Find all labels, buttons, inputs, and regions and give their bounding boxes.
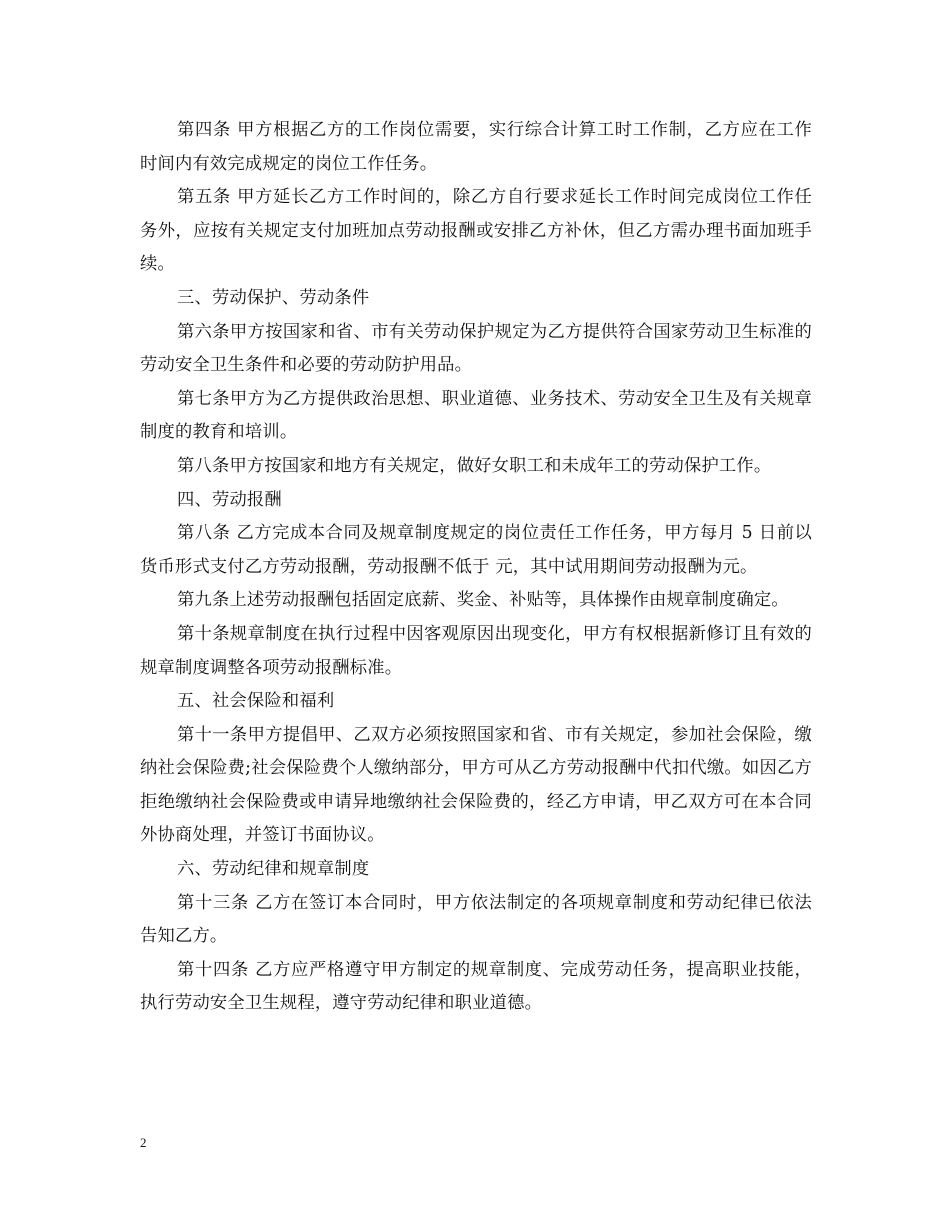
section-heading-social-insurance: 五、社会保险和福利 [177,691,335,712]
article-4-paragraph: 第四条 甲方根据乙方的工作岗位需要，实行综合计算工时工作制，乙方应在工作时间内有效完成规定的岗位工作任务。 [140,120,812,174]
article-6-paragraph: 第六条甲方按国家和省、市有关劳动保护规定为乙方提供符合国家劳动卫生标准的劳动安全卫生条件和必要的劳动防护用品。 [140,321,812,376]
article-14-paragraph: 第十四条 乙方应严格遵守甲方制定的规章制度、完成劳动任务，提高职业技能，执行劳动安全卫生规程，遵守劳动纪律和职业道德。 [140,959,812,1014]
article-11-paragraph: 第十一条甲方提倡甲、乙双方必须按照国家和省、市有关规定，参加社会保险，缴纳社会保险费;社会保险费个人缴纳部分，甲方可从乙方劳动报酬中代扣代缴。如因乙方拒绝缴纳社会保险费或申请异地缴纳社会保险费的，经乙方申请，甲乙双方可在本合同外协商处理，并签订书面协议。 [140,724,812,846]
section-heading-labor-discipline: 六、劳动纪律和规章制度 [177,859,370,880]
section-heading-remuneration: 四、劳动报酬 [177,489,282,510]
article-7-paragraph: 第七条甲方为乙方提供政治思想、职业道德、业务技术、劳动安全卫生及有关规章制度的教育和培训。 [140,388,812,443]
page-number: 2 [140,1135,147,1150]
article-5-paragraph: 第五条 甲方延长乙方工作时间的，除乙方自行要求延长工作时间完成岗位工作任务外，应按有关规定支付加班加点劳动报酬或安排乙方补休，但乙方需办理书面加班手续。 [140,187,812,275]
article-8-protection-paragraph: 第八条甲方按国家和地方有关规定，做好女职工和未成年工的劳动保护工作。 [177,455,772,476]
section-heading-labor-protection: 三、劳动保护、劳动条件 [177,287,370,308]
article-8-remuneration-paragraph: 第八条 乙方完成本合同及规章制度规定的岗位责任工作任务，甲方每月 5 日前以货币形式支付乙方劳动报酬，劳动报酬不低于 元，其中试用期间劳动报酬为元。 [140,523,812,577]
article-13-paragraph: 第十三条 乙方在签订本合同时，甲方依法制定的各项规章制度和劳动纪律已依法告知乙方。 [140,892,812,947]
article-9-paragraph: 第九条上述劳动报酬包括固定底薪、奖金、补贴等，具体操作由规章制度确定。 [177,590,789,611]
article-10-paragraph: 第十条规章制度在执行过程中因客观原因出现变化，甲方有权根据新修订且有效的规章制度调整各项劳动报酬标准。 [140,623,812,678]
document-body [140,114,812,1021]
